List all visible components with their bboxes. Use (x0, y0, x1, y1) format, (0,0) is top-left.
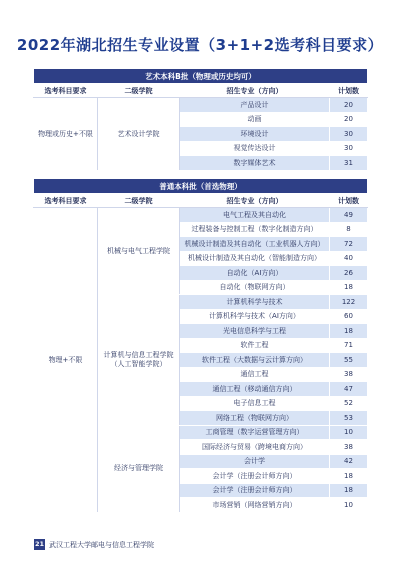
major-cell: 通信工程 (180, 367, 330, 382)
school-cell: 计算机与信息工程学院（人工智能学院） (98, 295, 180, 426)
school-cell: 机械与电气工程学院 (98, 208, 180, 295)
plan-count-cell: 18 (330, 280, 368, 295)
plan-count-cell: 42 (330, 454, 368, 469)
plan-count-cell: 20 (330, 98, 368, 113)
plan-count-cell: 30 (330, 127, 368, 142)
major-cell: 自动化（物联网方向） (180, 280, 330, 295)
major-cell: 数字媒体艺术 (180, 156, 330, 171)
plan-count-cell: 18 (330, 483, 368, 498)
major-cell: 会计学（注册会计师方向） (180, 483, 330, 498)
footer-text: 武汉工程大学邮电与信息工程学院 (49, 540, 154, 549)
plan-count-cell: 47 (330, 382, 368, 397)
major-cell: 光电信息科学与工程 (180, 324, 330, 339)
major-cell: 计算机科学与技术（AI方向） (180, 309, 330, 324)
table-row (34, 208, 368, 223)
major-cell: 国际经济与贸易（跨境电商方向） (180, 440, 330, 455)
plan-count-cell: 60 (330, 309, 368, 324)
plan-count-cell: 8 (330, 222, 368, 237)
major-cell: 机械设计制造及其自动化（工业机器人方向） (180, 237, 330, 252)
art-admission-table (33, 68, 368, 171)
major-cell: 网络工程（物联网方向） (180, 411, 330, 426)
section-banner: 普通本科批（首选物理） (34, 179, 368, 194)
major-cell: 会计学 (180, 454, 330, 469)
plan-count-cell: 30 (330, 141, 368, 156)
header-major: 招生专业（方向） (180, 194, 330, 208)
major-cell: 会计学（注册会计师方向） (180, 469, 330, 484)
plan-count-cell: 72 (330, 237, 368, 252)
page-footer (34, 539, 154, 550)
header-school: 二级学院 (98, 194, 180, 208)
plan-count-cell: 49 (330, 208, 368, 223)
major-cell: 市场营销（网络营销方向） (180, 498, 330, 513)
plan-count-cell: 38 (330, 367, 368, 382)
subject-requirement-cell: 物理+不限 (34, 208, 98, 513)
plan-count-cell: 26 (330, 266, 368, 281)
plan-count-cell: 40 (330, 251, 368, 266)
general-table-body (34, 208, 368, 513)
plan-count-cell: 10 (330, 498, 368, 513)
major-cell: 电子信息工程 (180, 396, 330, 411)
plan-count-cell: 55 (330, 353, 368, 368)
major-cell: 环境设计 (180, 127, 330, 142)
major-cell: 软件工程（大数据与云计算方向） (180, 353, 330, 368)
major-cell: 机械设计制造及其自动化（智能制造方向） (180, 251, 330, 266)
major-cell: 工商管理（数字运营管理方向） (180, 425, 330, 440)
plan-count-cell: 20 (330, 112, 368, 127)
major-cell: 电气工程及其自动化 (180, 208, 330, 223)
page-number: 21 (34, 540, 45, 548)
major-cell: 自动化（AI方向） (180, 266, 330, 281)
header-school: 二级学院 (98, 84, 180, 98)
header-subject: 选考科目要求 (34, 194, 98, 208)
plan-count-cell: 52 (330, 396, 368, 411)
plan-count-cell: 71 (330, 338, 368, 353)
table-row (34, 98, 368, 113)
plan-count-cell: 122 (330, 295, 368, 310)
plan-count-cell: 53 (330, 411, 368, 426)
plan-count-cell: 38 (330, 440, 368, 455)
header-plan: 计划数 (330, 84, 368, 98)
header-major: 招生专业（方向） (180, 84, 330, 98)
school-cell: 经济与管理学院 (98, 425, 180, 512)
plan-count-cell: 31 (330, 156, 368, 171)
subject-requirement-cell: 物理或历史+不限 (34, 98, 98, 171)
header-subject: 选考科目要求 (34, 84, 98, 98)
major-cell: 计算机科学与技术 (180, 295, 330, 310)
art-table-body (34, 98, 368, 171)
school-cell: 艺术设计学院 (98, 98, 180, 171)
major-cell: 产品设计 (180, 98, 330, 113)
plan-count-cell: 10 (330, 425, 368, 440)
page-title: 2022年湖北招生专业设置（3+1+2选考科目要求） (16, 36, 384, 54)
general-admission-table (33, 178, 368, 513)
major-cell: 动画 (180, 112, 330, 127)
header-plan: 计划数 (330, 194, 368, 208)
plan-count-cell: 18 (330, 324, 368, 339)
major-cell: 视觉传达设计 (180, 141, 330, 156)
section-banner: 艺术本科B批（物理或历史均可） (34, 69, 368, 84)
major-cell: 过程装备与控制工程（数字化制造方向） (180, 222, 330, 237)
plan-count-cell: 18 (330, 469, 368, 484)
major-cell: 通信工程（移动通信方向） (180, 382, 330, 397)
major-cell: 软件工程 (180, 338, 330, 353)
